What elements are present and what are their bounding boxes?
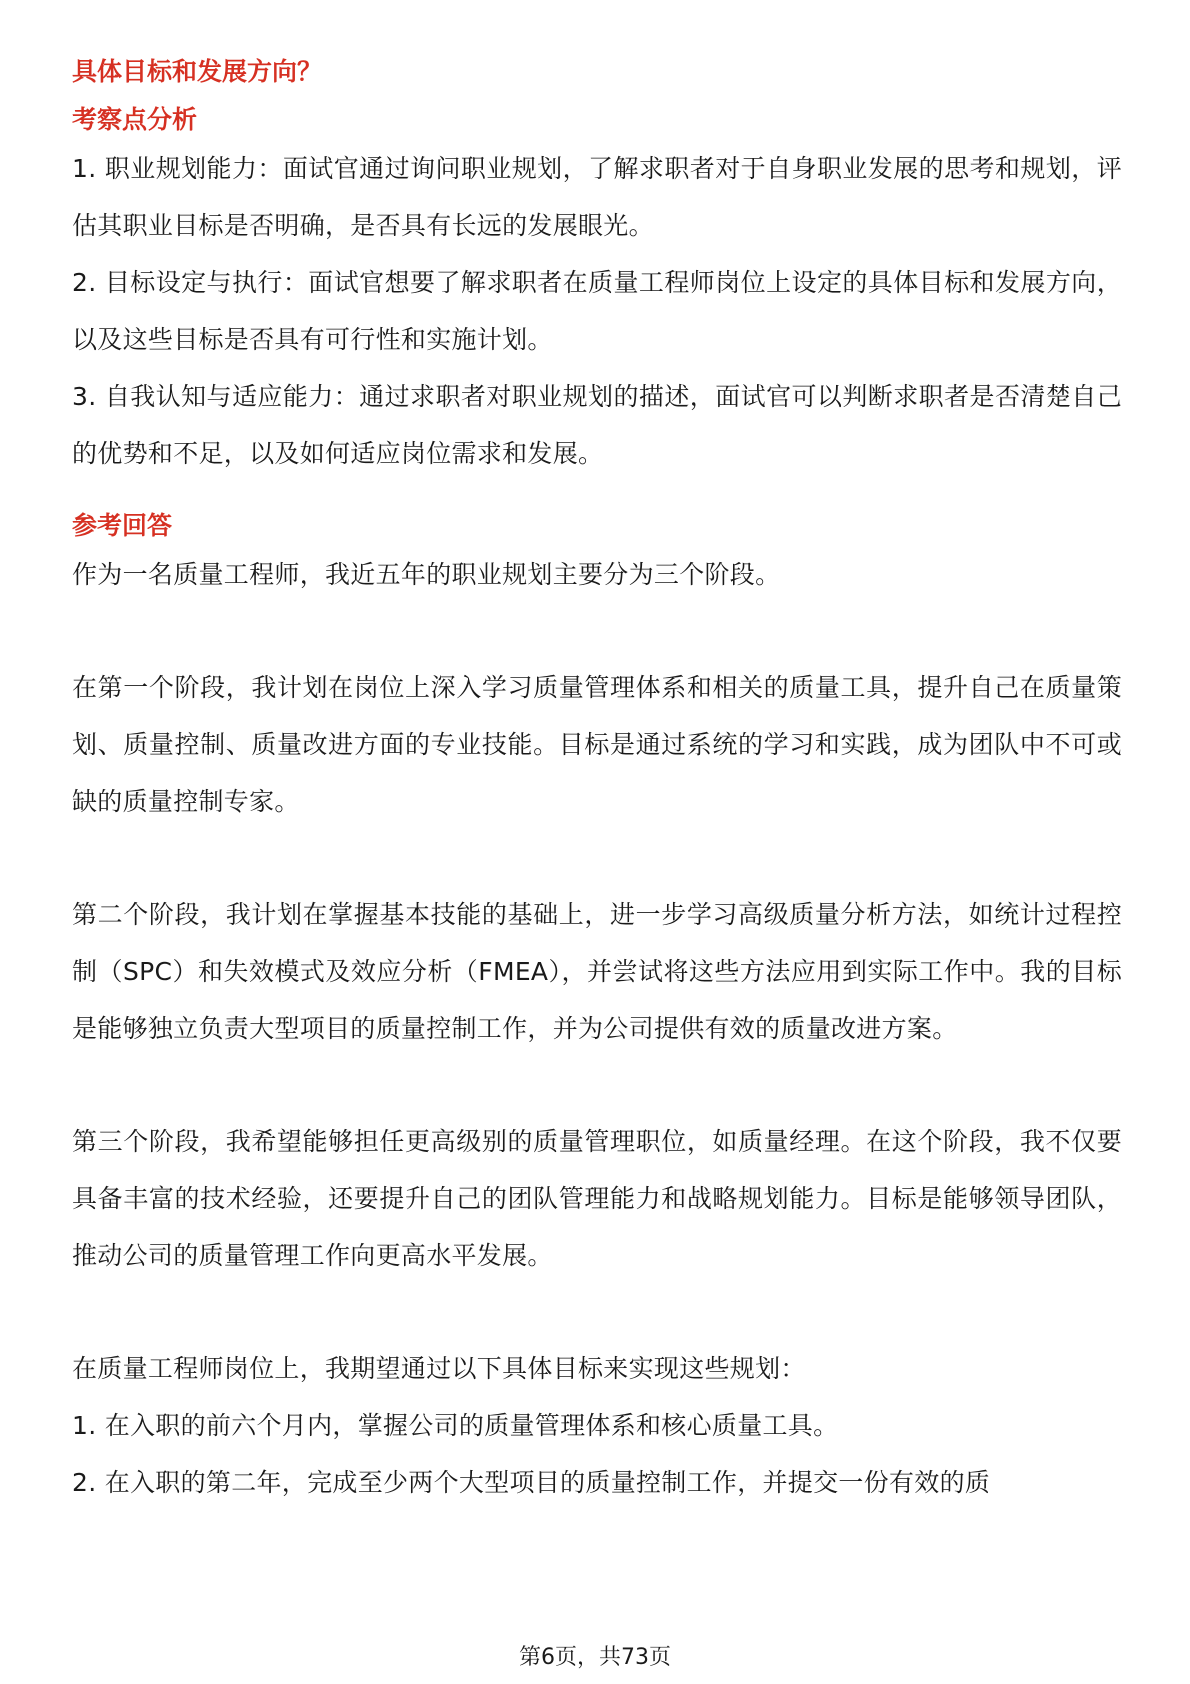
goal-item-2: 2. 在入职的第二年，完成至少两个大型项目的质量控制工作，并提交一份有效的质: [72, 1468, 991, 1497]
answer-heading: 参考回答: [72, 511, 173, 540]
analysis-item-3: 3. 自我认知与适应能力：通过求职者对职业规划的描述，面试官可以判断求职者是否清楚自己的优势和不足，以及如何适应岗位需求和发展。: [72, 382, 1122, 468]
goals-intro: 在质量工程师岗位上，我期望通过以下具体目标来实现这些规划：: [72, 1354, 806, 1383]
analysis-heading: 考察点分析: [72, 105, 198, 134]
answer-stage-1: 在第一个阶段，我计划在岗位上深入学习质量管理体系和相关的质量工具，提升自己在质量策划、质量控制、质量改进方面的专业技能。目标是通过系统的学习和实践，成为团队中不可或缺的质量控制专家。: [72, 673, 1122, 816]
analysis-item-2: 2. 目标设定与执行：面试官想要了解求职者在质量工程师岗位上设定的具体目标和发展方向，以及这些目标是否具有可行性和实施计划。: [72, 268, 1122, 354]
answer-intro: 作为一名质量工程师，我近五年的职业规划主要分为三个阶段。: [72, 560, 781, 589]
question-heading: 具体目标和发展方向？: [72, 57, 323, 86]
document-page: [72, 40, 1122, 1511]
analysis-item-1: 1. 职业规划能力：面试官通过询问职业规划，了解求职者对于自身职业发展的思考和规划，评估其职业目标是否明确，是否具有长远的发展眼光。: [72, 154, 1122, 240]
answer-stage-3: 第三个阶段，我希望能够担任更高级别的质量管理职位，如质量经理。在这个阶段，我不仅要具备丰富的技术经验，还要提升自己的团队管理能力和战略规划能力。目标是能够领导团队，推动公司的质量管理工作向更高水平发展。: [72, 1127, 1122, 1270]
page-footer: 第6页，共73页: [519, 1645, 671, 1670]
answer-stage-2: 第二个阶段，我计划在掌握基本技能的基础上，进一步学习高级质量分析方法，如统计过程控制（SPC）和失效模式及效应分析（FMEA），并尝试将这些方法应用到实际工作中。我的目标是能够独立负责大型项目的质量控制工作，并为公司提供有效的质量改进方案。: [72, 900, 1122, 1043]
goal-item-1: 1. 在入职的前六个月内，掌握公司的质量管理体系和核心质量工具。: [72, 1411, 839, 1440]
